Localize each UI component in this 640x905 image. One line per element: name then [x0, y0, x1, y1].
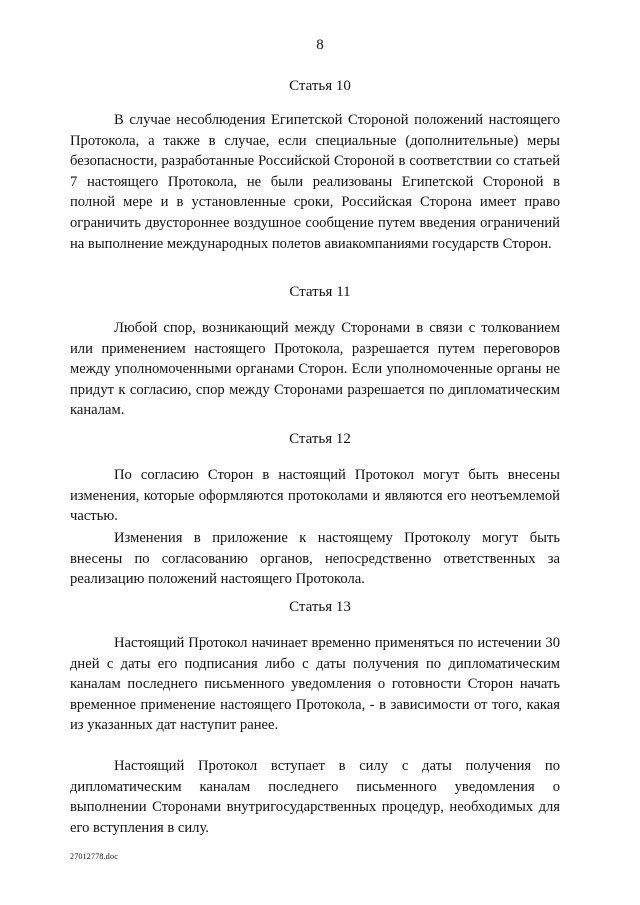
article-13-heading: Статья 13: [289, 599, 351, 615]
article-10-heading: Статья 10: [289, 78, 351, 94]
page-number: 8: [316, 37, 324, 53]
article-11-paragraph-1: Любой спор, возникающий между Сторонами в связи с толкованием или применением настоящего Протокола, разрешается путем переговоров между уполномоченными органами Сторон. Если уполномоченные органы не придут к согласию, спор между Сторонами разрешается по дипломатическим каналам.: [70, 320, 560, 419]
document-footer: 27012778.doc: [70, 852, 118, 861]
article-13-paragraph-1: Настоящий Протокол начинает временно применяться по истечении 30 дней с даты его подписания либо с даты получения по дипломатическим каналам последнего письменного уведомления о готовности Сторон начать временное применение настоящего Протокола, - в зависимости от того, какая из указанных дат наступит ранее.: [70, 635, 560, 734]
article-12-heading: Статья 12: [289, 431, 351, 447]
article-12-paragraph-1: По согласию Сторон в настоящий Протокол могут быть внесены изменения, которые оформляются протоколами и являются его неотъемлемой частью.: [70, 467, 560, 525]
article-12-paragraph-2: Изменения в приложение к настоящему Протоколу могут быть внесены по согласованию органов, непосредственно ответственных за реализацию положений настоящего Протокола.: [70, 530, 560, 588]
article-13-paragraph-2: Настоящий Протокол вступает в силу с даты получения по дипломатическим каналам последнего письменного уведомления о выполнении Сторонами внутригосударственных процедур, необходимых для его вступления в силу.: [70, 758, 560, 836]
article-11-heading: Статья 11: [289, 284, 351, 300]
article-10-paragraph-1: В случае несоблюдения Египетской Стороной положений настоящего Протокола, а также в случае, если специальные (дополнительные) меры безопасности, разработанные Российской Стороной в соответствии со статьей 7 настоящего Протокола, не были реализованы Египетской Стороной в полной мере и в установленные сроки, Российская Сторона имеет право ограничить двустороннее воздушное сообщение путем введения ограничений на выполнение международных полетов авиакомпаниями государств Сторон.: [70, 112, 560, 252]
